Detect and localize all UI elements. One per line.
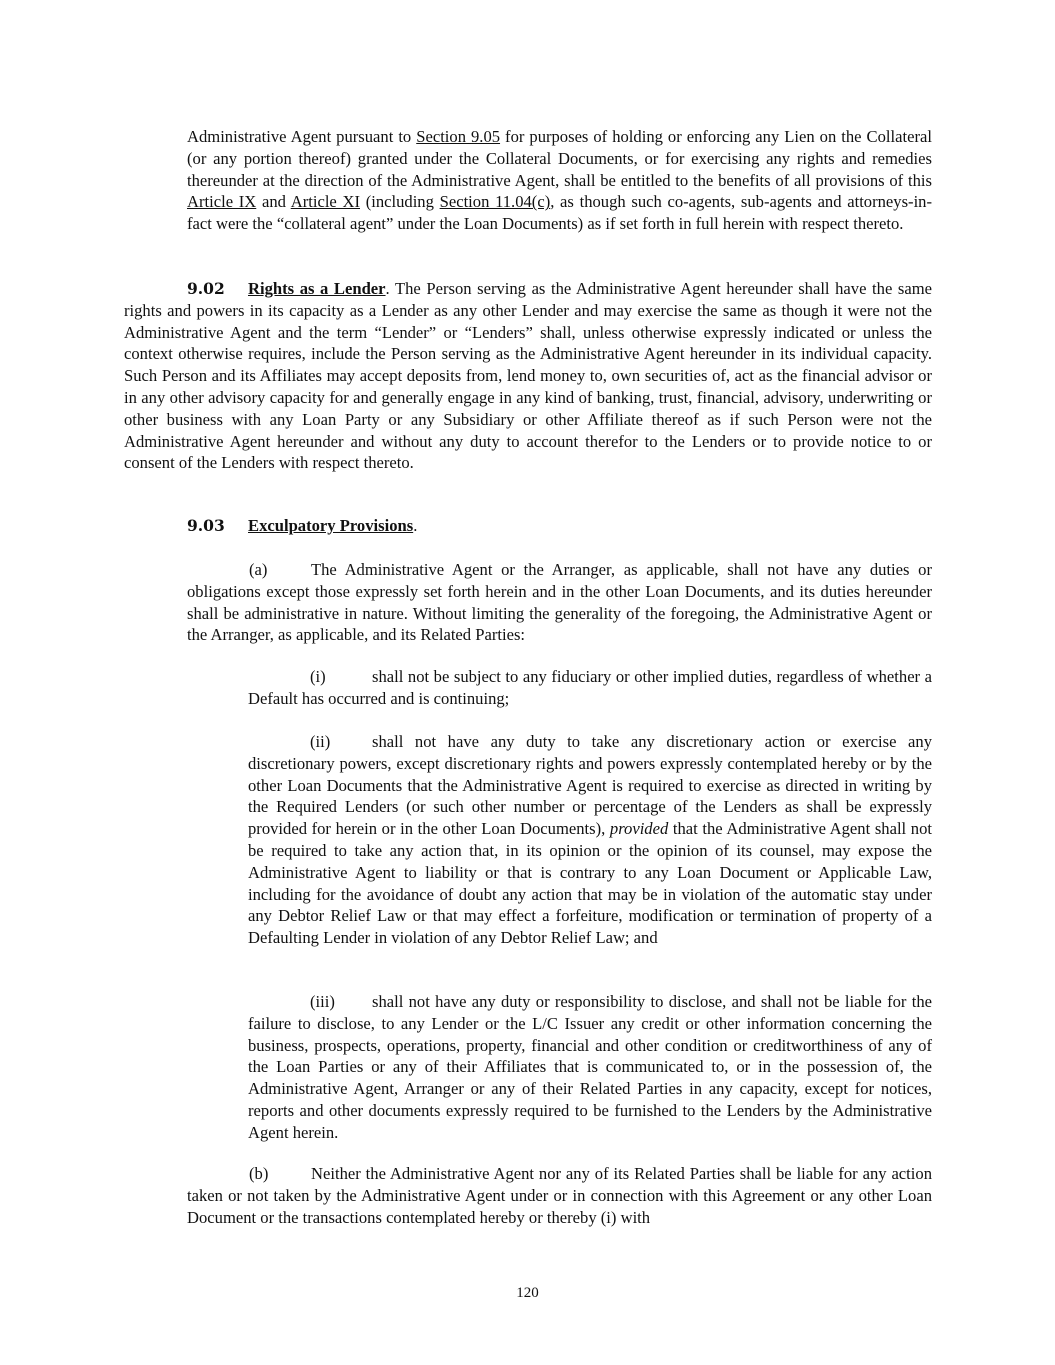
- clause-b: [187, 1163, 932, 1228]
- continuation-text-2: for purposes of holding or enforcing any Lien on the Collateral (or any portion thereof) granted under the Collateral Documents, or for exercising any rights and remedies thereunder at the direction of the Administrative Agent, shall be entitled to the benefits of all provisions of this: [187, 127, 932, 190]
- continuation-text-4: (including: [360, 192, 440, 212]
- clause-label: (a): [249, 560, 268, 579]
- clause-b-text: Neither the Administrative Agent nor any of its Related Parties shall be liable for any action taken or not taken by the Administrative Agent under or in connection with this Agreement or any other Loan Document or the transactions contemplated hereby or thereby (i) with: [187, 1164, 932, 1227]
- continuation-text-5: , as though such co-agents, sub-agents and attorneys-in-fact were the “collateral agent” under the Loan Documents) as if set forth in full herein with respect thereto.: [187, 192, 933, 234]
- section-heading: Rights as a Lender: [248, 279, 386, 298]
- clause-a-paragraph: [187, 559, 932, 646]
- continuation-text-3: and: [256, 192, 291, 212]
- clause-iii: [248, 991, 932, 1144]
- section-number: 9.02: [187, 279, 225, 298]
- cross-reference-section-11-04c: Section 11.04(c): [439, 192, 551, 212]
- section-heading-period: .: [385, 279, 390, 298]
- cross-reference-article-xi: Article XI: [290, 192, 360, 212]
- cross-reference-article-ix: Article IX: [187, 192, 257, 212]
- clause-ii-paragraph: [248, 731, 932, 949]
- clause-label: (ii): [310, 732, 331, 751]
- clause-ii-text-1: shall not have any duty to take any discretionary action or exercise any discretionary powers, except discretionary rights and powers expressly contemplated hereby or by the other Loan Documents that the Administrative Agent is required to exercise as directed in writing by the Required Lenders (or such other number or percentage of the Lenders as shall be expressly provided for herein or in the other Loan Documents),: [248, 732, 932, 839]
- clause-iii-paragraph: [248, 991, 932, 1144]
- clause-label: (i): [310, 667, 326, 686]
- section-number: 9.03: [187, 516, 225, 535]
- clause-a: [187, 559, 932, 646]
- clause-i: [248, 666, 932, 710]
- continuation-text-1: Administrative Agent pursuant to: [187, 127, 417, 146]
- proviso-term: provided: [609, 819, 669, 839]
- clause-a-text: The Administrative Agent or the Arranger, as applicable, shall not have any duties or obligations except those expressly set forth herein and in the other Loan Documents, and its duties hereunder shall be administrative in nature. Without limiting the generality of the foregoing, the Administrative Agent or the Arranger, as applicable, and its Related Parties:: [187, 560, 932, 645]
- clause-i-paragraph: [248, 666, 932, 710]
- clause-ii-text-2: that the Administrative Agent shall not be required to take any action that, in its opinion or the opinion of its counsel, may expose the Administrative Agent to liability or that is contrary to any Loan Document or Applicable Law, including for the avoidance of doubt any action that may be in violation of the automatic stay under any Debtor Relief Law or that may effect a forfeiture, modification or termination of property of a Defaulting Lender in violation of any Debtor Relief Law; and: [248, 819, 932, 948]
- cross-reference-section-9-05: Section 9.05: [416, 127, 501, 146]
- section-9-02-text: The Person serving as the Administrative Agent hereunder shall have the same rights and powers in its capacity as a Lender as any other Lender and may exercise the same as though it were not the Administrative Agent and the term “Lender” or “Lenders” shall, unless otherwise expressly indicated or unless the context otherwise requires, include the Person serving as the Administrative Agent hereunder in its individual capacity. Such Person and its Affiliates may accept deposits from, lend money to, own securities of, act as the financial advisor or in any other advisory capacity for and generally engage in any kind of banking, trust, financial, advisory, underwriting or other business with any Loan Party or any Subsidiary or other Affiliate thereof as if such Person were not the Administrative Agent hereunder and without any duty to account therefor to the Lenders or to provide notice to or consent of the Lenders with respect thereto.: [124, 279, 932, 473]
- clause-ii: [248, 731, 932, 949]
- clause-b-paragraph: [187, 1163, 932, 1228]
- continuation-text: [187, 126, 932, 235]
- section-9-03-heading: [187, 515, 932, 537]
- continuation-paragraph: [187, 126, 932, 235]
- clause-iii-text: shall not have any duty or responsibility to disclose, and shall not be liable for the failure to disclose, to any Lender or the L/C Issuer any credit or other information concerning the business, prospects, operations, property, financial and other condition or creditworthiness of any of the Loan Parties or any of their Affiliates that is communicated to, or in the possession of, the Administrative Agent, Arranger or any of their Related Parties in any capacity, except for notices, reports and other documents expressly required to be furnished to the Lenders by the Administrative Agent herein.: [248, 992, 932, 1142]
- clause-label: (b): [249, 1164, 269, 1183]
- section-heading-period: .: [413, 516, 418, 535]
- section-9-02-paragraph: [124, 278, 932, 474]
- page-number: 120: [516, 1285, 539, 1301]
- clause-i-text: shall not be subject to any fiduciary or other implied duties, regardless of whether a Default has occurred and is continuing;: [248, 667, 932, 708]
- section-9-02: [124, 278, 932, 474]
- section-9-03-heading-line: [187, 515, 932, 537]
- section-heading: Exculpatory Provisions: [248, 516, 414, 535]
- clause-label: (iii): [310, 992, 335, 1011]
